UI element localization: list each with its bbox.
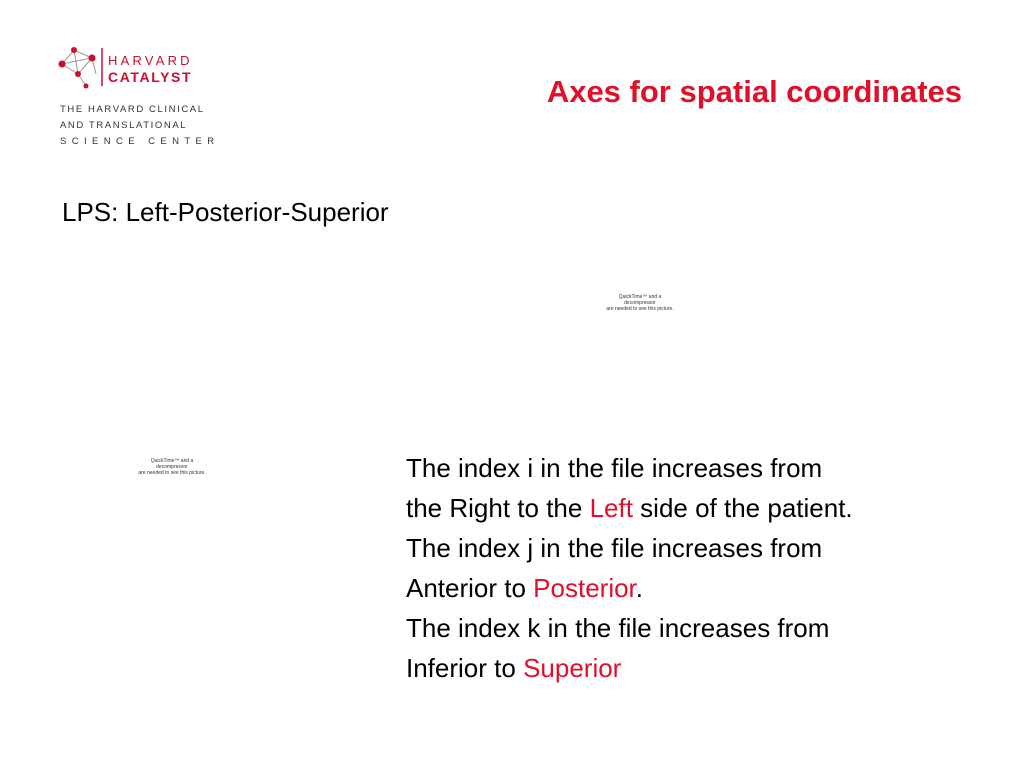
network-logo-icon [56, 44, 108, 90]
description-line-2 [406, 488, 1006, 528]
description-line-4 [406, 568, 1006, 608]
placeholder-text-line-3: are needed to see this picture. [606, 306, 674, 312]
description-line-6 [406, 648, 1006, 688]
description-text: side of the patient. [632, 493, 853, 523]
description-line-5: The index k in the file increases from [406, 613, 830, 643]
axis-description [406, 448, 1006, 688]
description-text: Inferior to [406, 653, 524, 683]
placeholder-text-line-3: are needed to see this picture. [138, 470, 206, 476]
logo-subtitle-line-3: SCIENCE CENTER [60, 136, 220, 147]
image-placeholder-top [590, 294, 690, 312]
logo-wordmark-harvard: HARVARD [108, 53, 193, 68]
placeholder-text-line-1: QuickTime™ and a [618, 294, 662, 300]
description-text: . [635, 573, 644, 603]
slide-title: Axes for spatial coordinates [546, 74, 962, 109]
image-placeholder-left [122, 458, 222, 476]
description-text: Anterior to [406, 573, 534, 603]
highlight-posterior: Posterior [533, 573, 636, 603]
harvard-catalyst-logo [56, 44, 220, 154]
logo-subtitle [60, 102, 220, 150]
placeholder-text-line-1: QuickTime™ and a [150, 458, 194, 464]
placeholder-text-line-2: decompressor [624, 300, 656, 306]
logo-wordmark-catalyst: CATALYST [108, 69, 193, 85]
placeholder-text-line-2: decompressor [156, 464, 188, 470]
logo-subtitle-line-2: AND TRANSLATIONAL [60, 120, 188, 131]
slide-subtitle: LPS: Left-Posterior-Superior [62, 197, 389, 227]
description-line-3: The index j in the file increases from [406, 533, 823, 563]
logo-subtitle-line-1: THE HARVARD CLINICAL [60, 104, 205, 115]
highlight-left: Left [589, 493, 633, 523]
highlight-superior: Superior [523, 653, 622, 683]
description-text: the Right to the [406, 493, 590, 523]
description-line-1: The index i in the file increases from [406, 453, 823, 483]
